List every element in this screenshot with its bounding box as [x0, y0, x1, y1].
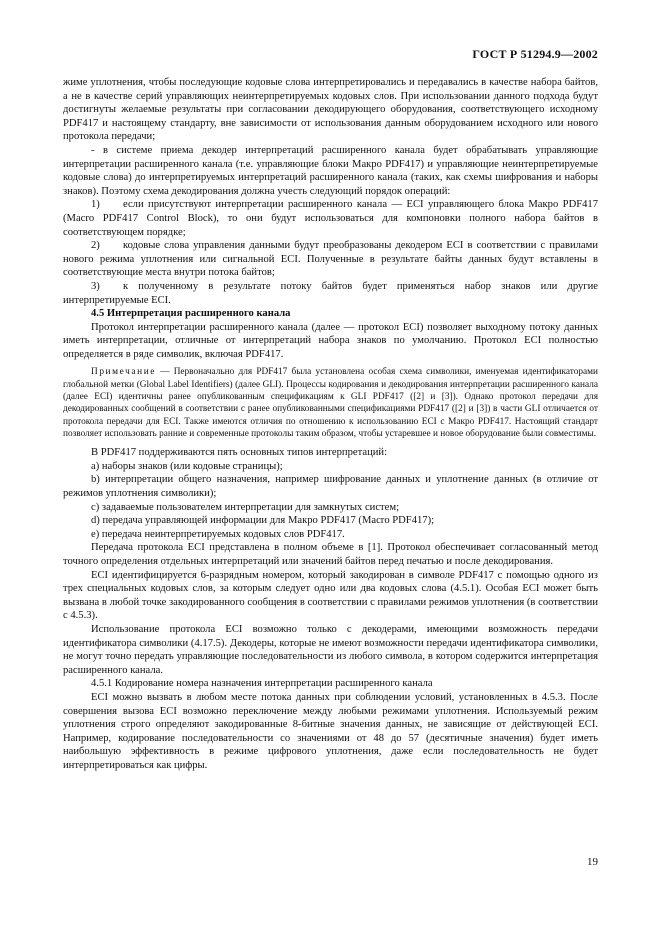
paragraph-receiving-system: - в системе приема декодер интерпретаций расширенного канала будет обрабатывать управляющие интерпретации расширенного канала (т.е. управляющие блоки Макро PDF417) и управляющие неинтерпретируемые кодовые слова) до интерпретируемых интерпретаций расширенного канала (таких, как схемы шифрования и наборы знаков). Поэтому схема декодирования должна учесть следующий порядок операций: — [63, 144, 598, 197]
page-number: 19 — [587, 856, 598, 868]
section-heading: 4.5 Интерпретация расширенного канала — [91, 308, 291, 320]
operations-list — [63, 198, 598, 307]
list-item: c) задаваемые пользователем интерпретации для замкнутых систем; — [91, 501, 400, 513]
list-item: d) передача управляющей информации для Макро PDF417 (Macro PDF417); — [91, 515, 435, 527]
list-item — [63, 280, 598, 307]
list-item-number: 1) — [91, 199, 100, 211]
paragraph-continuation: жиме уплотнения, чтобы последующие кодовые слова интерпретировались и передавались в качестве набора байтов, а не в качестве серий управляющих неинтерпретируемых кодовых слов. При использовании данного подхода будут достигнуты желаемые результаты при согласовании декодирующего оборудования, соответствующего исходному PDF417 и настоящему стандарту, вне зависимости от использования данным оборудованием исходного или нового протокола передачи; — [63, 77, 598, 143]
paragraph-eci-usage: Использование протокола ECI возможно только с декодерами, имеющими возможность передачи идентификатора символики (4.17.5). Декодеры, которые не имеют возможности передачи идентификатора символики, не могут точно передать управляющие последовательности из любого символа, в котором содержится интерпретация расширенного канала. — [63, 623, 598, 676]
list-item — [63, 198, 598, 239]
list-item: e) передача неинтерпретируемых кодовых слов PDF417. — [91, 528, 345, 540]
paragraph-eci-invocation: ECI можно вызвать в любом месте потока данных при соблюдении условий, установленных в 4.5.3. После совершения вызова ECI возможно переключение между любыми режимами уплотнения. Используемый режим уплотнения строго определяют закодированные 8-битные значения данных, не зависящие от действующей ECI. Например, кодирование последовательности со значениями от 48 до 57 (десятичные значения) будет иметь наибольшую эффективность в режиме цифрового уплотнения, даже если последовательность не будет интерпретироваться как цифры. — [63, 691, 598, 771]
list-item-text: кодовые слова управления данными будут преобразованы декодером ECI в соответствии с правилами нового режима уплотнения или сигнальной ECI. Полученные в результате байты данных будут вставлены в соответствующие места внутри потока байтов; — [63, 240, 598, 279]
document-body — [63, 76, 598, 773]
note-paragraph — [63, 366, 598, 440]
interpretation-types-list — [63, 460, 598, 542]
list-item: а) наборы знаков (или кодовые страницы); — [91, 460, 283, 472]
standard-header: ГОСТ Р 51294.9—2002 — [472, 47, 598, 61]
paragraph-eci-identification: ECI идентифицируется 6-разрядным номером, который закодирован в символе PDF417 с помощью одного из трех специальных кодовых слов, за которым следует одно или два кодовых слова (4.5.1). Особая ECI может быть вызвана в любой точке закодированного сообщения в соответствии с правилами режимов уплотнения (в соответствии с 4.5.3). — [63, 569, 598, 622]
list-item — [63, 239, 598, 280]
paragraph-interpretation-types: В PDF417 поддерживаются пять основных типов интерпретаций: — [91, 447, 388, 459]
list-item-number: 2) — [91, 240, 100, 252]
list-item-text: к полученному в результате потоку байтов будет применяться набор знаков или другие интерпретируемые ECI. — [63, 280, 598, 306]
subsection-heading: 4.5.1 Кодирование номера назначения интерпретации расширенного канала — [91, 678, 433, 690]
paragraph-eci-protocol: Протокол интерпретации расширенного канала (далее — протокол ECI) позволяет выходному потоку данных иметь интерпретации, отличные от интерпретаций набора знаков по умолчанию. Протокол ECI полностью определяется в ряде символик, включая PDF417. — [63, 321, 598, 360]
note-label: Примечание — [91, 367, 156, 378]
note-text: — Первоначально для PDF417 была установлена особая схема символики, именуемая идентификаторами глобальной метки (Global Label Identifiers) (далее GLI). Процессы кодирования и декодирования интерпретации расширенного канала (далее ECI) идентичны ранее опубликованным спецификациям к GLI PDF417 ([2] и [3]). Однако протокол передачи для декодированных сообщений в соответствии с ранее опубликованными спецификациями PDF417 ([2] и [3]) в части GLI отличается от протокола передачи для ECI. Также имеются отличия по отношению к использованию ECI с Макро PDF417. Настоящий стандарт позволяет использовать ранние и современные протоколы таким образом, чтобы устаревшее и новое оборудование были совместимы. — [63, 367, 598, 439]
paragraph-eci-transfer: Передача протокола ECI представлена в полном объеме в [1]. Протокол обеспечивает согласованный метод точного определения отдельных интерпретаций или значений байтов перед печатью и после декодирования. — [63, 542, 598, 567]
list-item-number: 3) — [91, 280, 100, 292]
list-item-text: если присутствуют интерпретации расширенного канала — ECI управляющего блока Макро PDF417 (Macro PDF417 Control Block), то они будут использоваться для компоновки полного набора байтов в соответствующем порядке; — [63, 199, 598, 238]
list-item: b) интерпретации общего назначения, например шифрование данных и уплотнение данных (в отличие от режимов уплотнения символики); — [63, 474, 598, 500]
